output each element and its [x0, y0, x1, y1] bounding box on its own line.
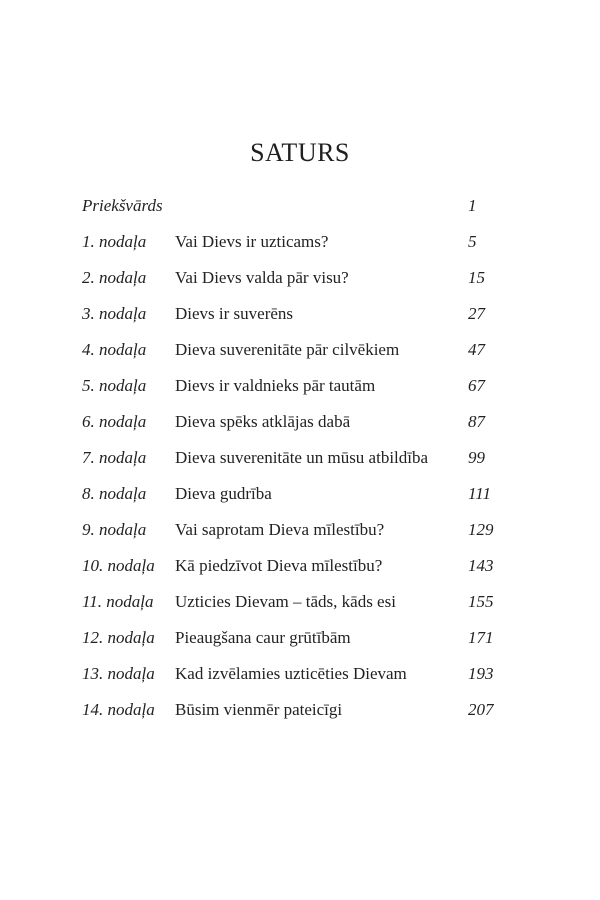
toc-page-number: 171 — [468, 628, 494, 647]
toc-entry — [82, 626, 522, 662]
toc-chapter-label: 8. nodaļa — [82, 484, 147, 503]
toc-chapter-title: Uzticies Dievam – tāds, kāds esi — [175, 592, 396, 611]
table-of-contents — [82, 194, 522, 734]
toc-chapter-label: 5. nodaļa — [82, 376, 147, 395]
toc-chapter-label: 1. nodaļa — [82, 232, 147, 251]
toc-chapter-title: Kā piedzīvot Dieva mīlestību? — [175, 556, 383, 575]
toc-chapter-title: Dieva suverenitāte pār cilvēkiem — [175, 340, 400, 359]
toc-chapter-label: 6. nodaļa — [82, 412, 147, 431]
toc-chapter-title: Dievs ir suverēns — [175, 304, 294, 323]
toc-page-number: 207 — [468, 700, 494, 719]
toc-chapter-title: Būsim vienmēr pateicīgi — [175, 700, 343, 719]
toc-entry — [82, 230, 522, 266]
toc-page-number: 143 — [468, 556, 494, 575]
toc-chapter-title: Kad izvēlamies uzticēties Dievam — [175, 664, 407, 683]
toc-page-number: 193 — [468, 664, 494, 683]
toc-chapter-title: Dieva suverenitāte un mūsu atbildība — [175, 448, 429, 467]
toc-entry — [82, 446, 522, 482]
toc-page-number: 47 — [468, 340, 485, 359]
toc-page-number: 155 — [468, 592, 494, 611]
toc-entry — [82, 194, 522, 230]
toc-chapter-title: Vai Dievs valda pār visu? — [175, 268, 349, 287]
toc-chapter-label: 9. nodaļa — [82, 520, 147, 539]
toc-chapter-label: 4. nodaļa — [82, 340, 147, 359]
toc-page-number: 67 — [468, 376, 485, 395]
toc-chapter-label: Priekšvārds — [82, 196, 163, 215]
toc-page-number: 111 — [468, 484, 491, 503]
toc-chapter-title: Dievs ir valdnieks pār tautām — [175, 376, 376, 395]
toc-chapter-label: 11. nodaļa — [82, 592, 154, 611]
toc-chapter-label: 12. nodaļa — [82, 628, 155, 647]
toc-page-number: 129 — [468, 520, 494, 539]
toc-entry — [82, 698, 522, 734]
toc-page-number: 27 — [468, 304, 485, 323]
toc-entry — [82, 590, 522, 626]
toc-entry — [82, 410, 522, 446]
toc-chapter-label: 7. nodaļa — [82, 448, 147, 467]
toc-entry — [82, 374, 522, 410]
toc-chapter-title: Vai Dievs ir uzticams? — [175, 232, 329, 251]
toc-chapter-title: Pieaugšana caur grūtībām — [175, 628, 351, 647]
toc-chapter-label: 13. nodaļa — [82, 664, 155, 683]
toc-entry — [82, 554, 522, 590]
toc-chapter-title: Dieva spēks atklājas dabā — [175, 412, 351, 431]
toc-entry — [82, 338, 522, 374]
toc-page-number: 87 — [468, 412, 485, 431]
toc-page-number: 5 — [468, 232, 477, 251]
toc-entry — [82, 662, 522, 698]
toc-entry — [82, 518, 522, 554]
toc-chapter-title: Vai saprotam Dieva mīlestību? — [175, 520, 385, 539]
toc-entry — [82, 302, 522, 338]
toc-page-number: 1 — [468, 196, 477, 215]
page-title: SATURS — [250, 138, 350, 167]
toc-chapter-title: Dieva gudrība — [175, 484, 272, 503]
toc-entry — [82, 482, 522, 518]
toc-chapter-label: 2. nodaļa — [82, 268, 147, 287]
toc-chapter-label: 14. nodaļa — [82, 700, 155, 719]
toc-chapter-label: 3. nodaļa — [82, 304, 147, 323]
toc-page-number: 15 — [468, 268, 485, 287]
toc-entry — [82, 266, 522, 302]
toc-page-number: 99 — [468, 448, 485, 467]
toc-chapter-label: 10. nodaļa — [82, 556, 155, 575]
